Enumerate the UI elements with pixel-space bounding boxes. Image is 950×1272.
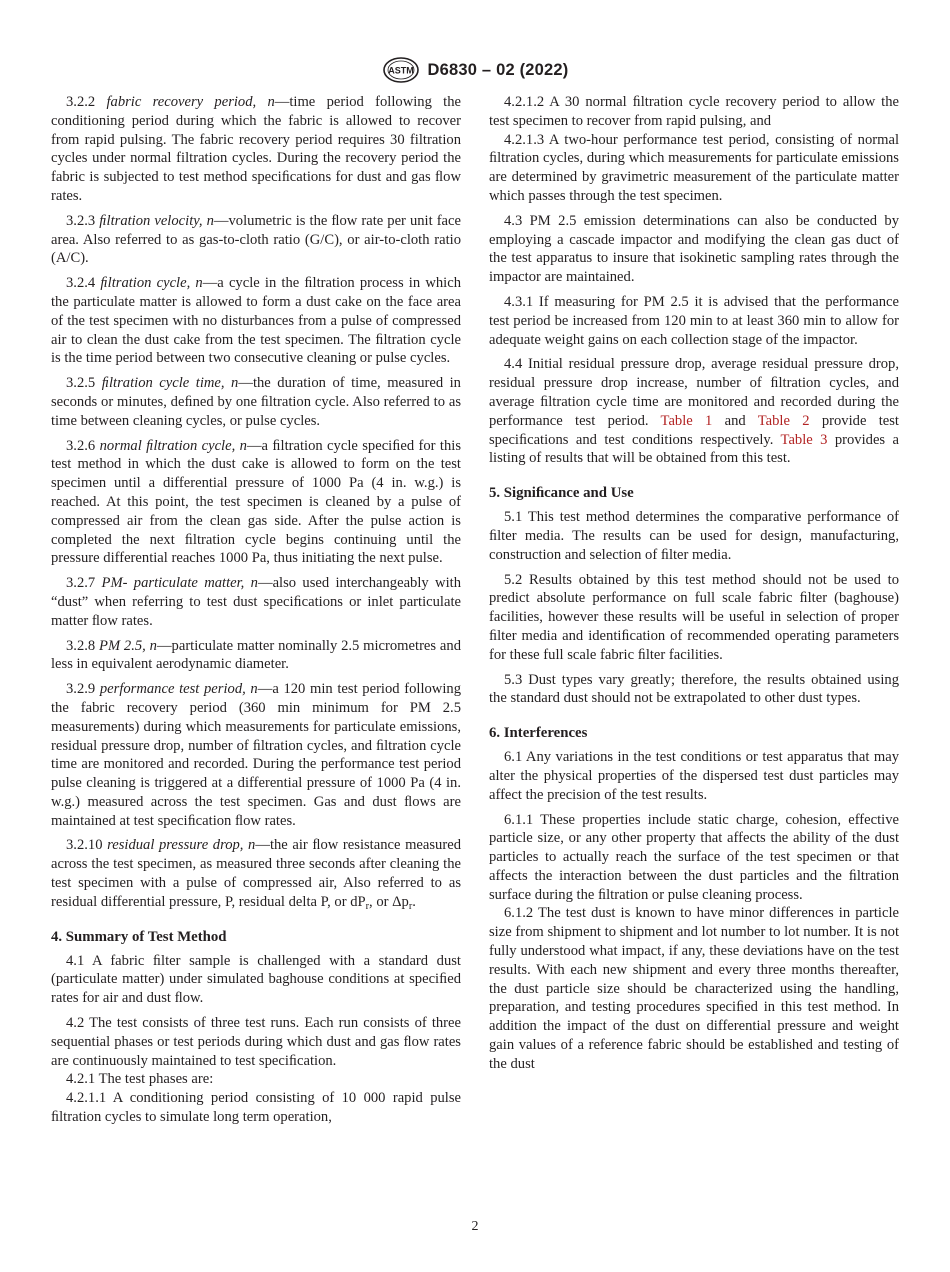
paragraph-6-1-2: 6.1.2 The test dust is known to have minor differences in particle size from shipment to shipment and lot number to lot number. It is not fully understood what impact, if any, these deviations have on the test results. With each new shipment and every three months thereafter, the dust particle size should be characterized using the handling, preparation, and testing procedures speciﬁed in this test method. In addition the impact of the dust on differential pressure and weight gain values of a reference fabric should be established and testing of the dust bbox=[489, 905, 899, 1072]
left-column bbox=[51, 93, 461, 1127]
section-heading-6: 6. Interferences bbox=[489, 725, 588, 742]
page-header bbox=[0, 57, 950, 83]
paragraph-5-1: 5.1 This test method determines the comparative performance of ﬁlter media. The results can be used for design, manufacturing, construction and selection of ﬁlter media. bbox=[489, 509, 899, 563]
paragraph-4-2-1-3: 4.2.1.3 A two-hour performance test period, consisting of normal ﬁltration cycles, during which measurements for particulate emissions are determined by gravimetric measurement of the particulate matter which passes through the test specimen. bbox=[489, 131, 899, 204]
paragraph-4-2: 4.2 The test consists of three test runs. Each run consists of three sequential phases or test periods during which dust and gas ﬂow rates are continuously maintained to test speciﬁcation. bbox=[51, 1015, 461, 1069]
paragraph-5-3: 5.3 Dust types vary greatly; therefore, the results obtained using the standard dust should not be extrapolated to other dust types. bbox=[489, 671, 899, 707]
definition-3-2-8: 3.2.8 PM 2.5, n—particulate matter nominally 2.5 micrometres and less in equivalent aerodynamic diameter. bbox=[51, 637, 461, 673]
definition-3-2-6: 3.2.6 normal ﬁltration cycle, n—a ﬁltration cycle speciﬁed for this test method in which the dust cake is allowed to form on the test specimen until a differential pressure of 1000 Pa (4 in. w.g.) is reached. At this point, the test specimen is cleaned by a pulse of compressed air from the clean gas side. After the pulse action is completed the next ﬁltration cycle begins continuing until the pressure differential reaches 1000 Pa, thus initiating the next pulse. bbox=[51, 437, 462, 567]
definition-3-2-7: 3.2.7 PM- particulate matter, n—also used interchangeably with “dust” when referring to test dust speciﬁcations or inlet particulate matter ﬂow rates. bbox=[51, 575, 461, 629]
section-heading-4: 4. Summary of Test Method bbox=[51, 928, 227, 945]
right-column bbox=[489, 93, 899, 1074]
paragraph-4-3: 4.3 PM 2.5 emission determinations can also be conducted by employing a cascade impactor and modifying the clean gas duct of the test apparatus to insure that isokinetic sampling rates through the impactor are maintained. bbox=[489, 212, 899, 286]
definition-3-2-9: 3.2.9 performance test period, n—a 120 min test period following the fabric recovery period (360 min minimum for PM 2.5 measurements) during which measurements for particulate emissions, residual pressure drop, number of ﬁltration cycles, and ﬁltration cycle time are monitored and recorded. During the performance test period pulse cleaning is triggered at a differential pressure of 1000 Pa (4 in. w.g.) measured across the test specimen. Gas and dust ﬂows are maintained at test speciﬁcation ﬂow rates. bbox=[51, 681, 461, 829]
paragraph-4-2-1: 4.2.1 The test phases are: bbox=[66, 1071, 214, 1088]
paragraph-5-2: 5.2 Results obtained by this test method should not be used to predict absolute performance on full scale fabric ﬁlter (baghouse) facilities, however these results will be useful in selection of proper ﬁlter media and identiﬁcation of recommended operating parameters for these full scale fabric ﬁlter facilities. bbox=[489, 571, 899, 663]
definition-3-2-10: 3.2.10 residual pressure drop, n—the air ﬂow resistance measured across the test specimen, as measured three seconds after cleaning the test specimen with a pulse of compressed air, Also referred to as residual differential pressure, P, residual delta P, or $dP_r$, or $\Delta p_r$. bbox=[51, 837, 461, 912]
paragraph-6-1: 6.1 Any variations in the test conditions or test apparatus that may alter the physical properties of the dispersed test dust particles may affect the precision of the test results. bbox=[489, 749, 899, 803]
paragraph-4-2-1-2: 4.2.1.2 A 30 normal ﬁltration cycle recovery period to allow the test specimen to recover from rapid pulsing, and bbox=[489, 94, 899, 129]
definition-3-2-5: 3.2.5 ﬁltration cycle time, n—the duration of time, measured in seconds or minutes, deﬁned by one ﬁltration cycle. Also referred to as time between cleaning cycles, or pulse cycles. bbox=[51, 375, 461, 429]
paragraph-6-1-1: 6.1.1 These properties include static charge, cohesion, effective particle size, or any other property that affects the ability of the dust particles to actually reach the surface of the test specimen or that affects the interaction between the dust particles and the ﬁltration surface during the ﬁltration or pulse cleaning process. bbox=[489, 811, 899, 903]
page-number: 2 bbox=[471, 1219, 479, 1234]
svg-text:ASTM: ASTM bbox=[387, 65, 414, 76]
table-2-link[interactable]: Table 2 bbox=[757, 412, 810, 429]
paragraph-4-3-1: 4.3.1 If measuring for PM 2.5 it is advised that the performance test period be increased from 120 min to at least 360 min to allow for adequate weight gains on each collection stage of the impactor. bbox=[489, 293, 899, 348]
definition-3-2-2: 3.2.2 fabric recovery period, n—time period following the conditioning period during which the fabric is allowed to recover from rapid pulsing. The fabric recovery period requires 30 filtration cycles under normal filtration cycles. During the recovery period the fabric is subjected to test method speciﬁcations for dust and gas ﬂow rates. bbox=[51, 94, 461, 204]
definition-3-2-3: 3.2.3 ﬁltration velocity, n—volumetric is the ﬂow rate per unit face area. Also referred to as gas-to-cloth ratio (G/C), or air-to-cloth ratio (A/C). bbox=[51, 212, 461, 267]
table-1-link[interactable]: Table 1 bbox=[660, 412, 713, 429]
paragraph-4-2-1-1: 4.2.1.1 A conditioning period consisting of 10 000 rapid pulse ﬁltration cycles to simulate long term operation, bbox=[51, 1090, 461, 1126]
section-heading-5: 5. Signiﬁcance and Use bbox=[489, 485, 634, 502]
paragraph-4-4: 4.4 Initial residual pressure drop, average residual pressure drop, residual pressure drop increase, number of ﬁltration cycles, and average ﬁltration cycle time are monitored and recorded during the performance test period. Table 1 and Table 2 provide test speciﬁcations and test conditions respectively. Table 3 provides a listing of results that will be obtained from this test. bbox=[489, 356, 899, 467]
document-designation: D6830 – 02 (2022) bbox=[427, 60, 569, 79]
definition-3-2-4: 3.2.4 ﬁltration cycle, n—a cycle in the ﬁltration process in which the particulate matter is allowed to form a dust cake on the face area of the test specimen with no disturbances from a pulse of compressed air to clean the dust cake from the test specimen. The ﬁltration cycle is the time period between two consecutive cleaning or pulse cycles. bbox=[51, 275, 461, 367]
astm-logo-icon bbox=[382, 57, 420, 83]
table-3-link[interactable]: Table 3 bbox=[780, 431, 828, 448]
paragraph-4-1: 4.1 A fabric ﬁlter sample is challenged with a standard dust (particulate matter) under simulated baghouse conditions at speciﬁed rates for air and dust ﬂow. bbox=[51, 952, 461, 1007]
